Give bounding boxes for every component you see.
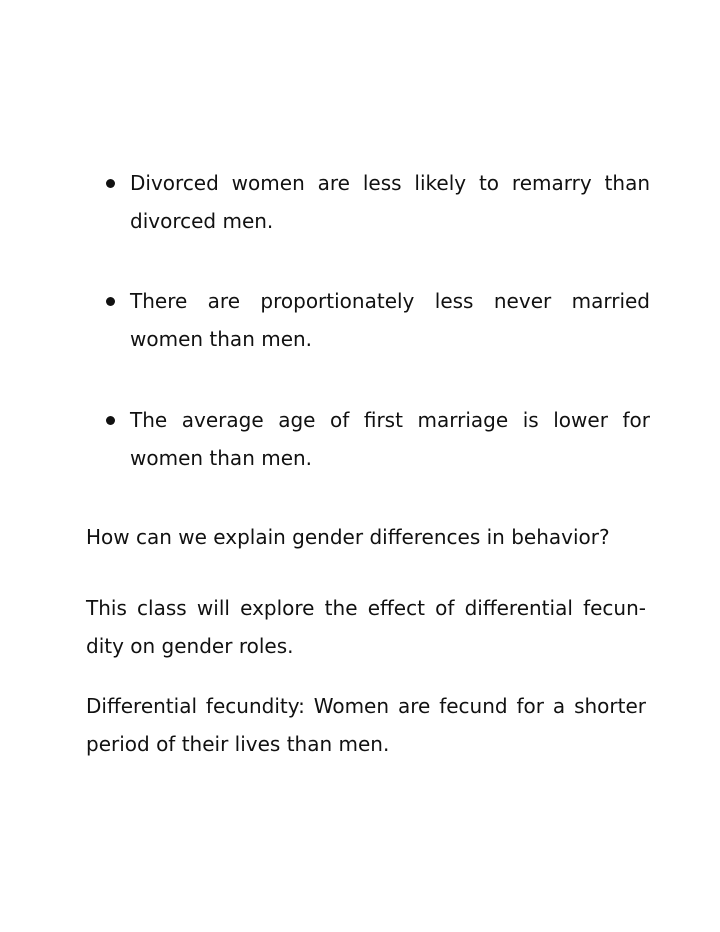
question-paragraph: How can we explain gender differences in behavior? <box>86 525 610 549</box>
bullet-text: The average age of first marriage is lower for women than men. <box>130 408 650 470</box>
bullet-item-never-married <box>130 282 650 358</box>
bullet-dot-icon <box>106 297 115 306</box>
bullet-text: Divorced women are less likely to remarry than divorced men. <box>130 171 650 233</box>
bullet-item-divorced <box>130 164 650 240</box>
bullet-text: There are proportionately less never married women than men. <box>130 289 650 351</box>
bullet-dot-icon <box>106 416 115 425</box>
bullet-dot-icon <box>106 179 115 188</box>
class-explore-paragraph: This class will explore the effect of differential fecun-dity on gender roles. <box>86 596 646 658</box>
definition-paragraph: Differential fecundity: Women are fecund for a shorter period of their lives than men. <box>86 694 646 756</box>
bullet-item-first-marriage-age <box>130 401 650 477</box>
